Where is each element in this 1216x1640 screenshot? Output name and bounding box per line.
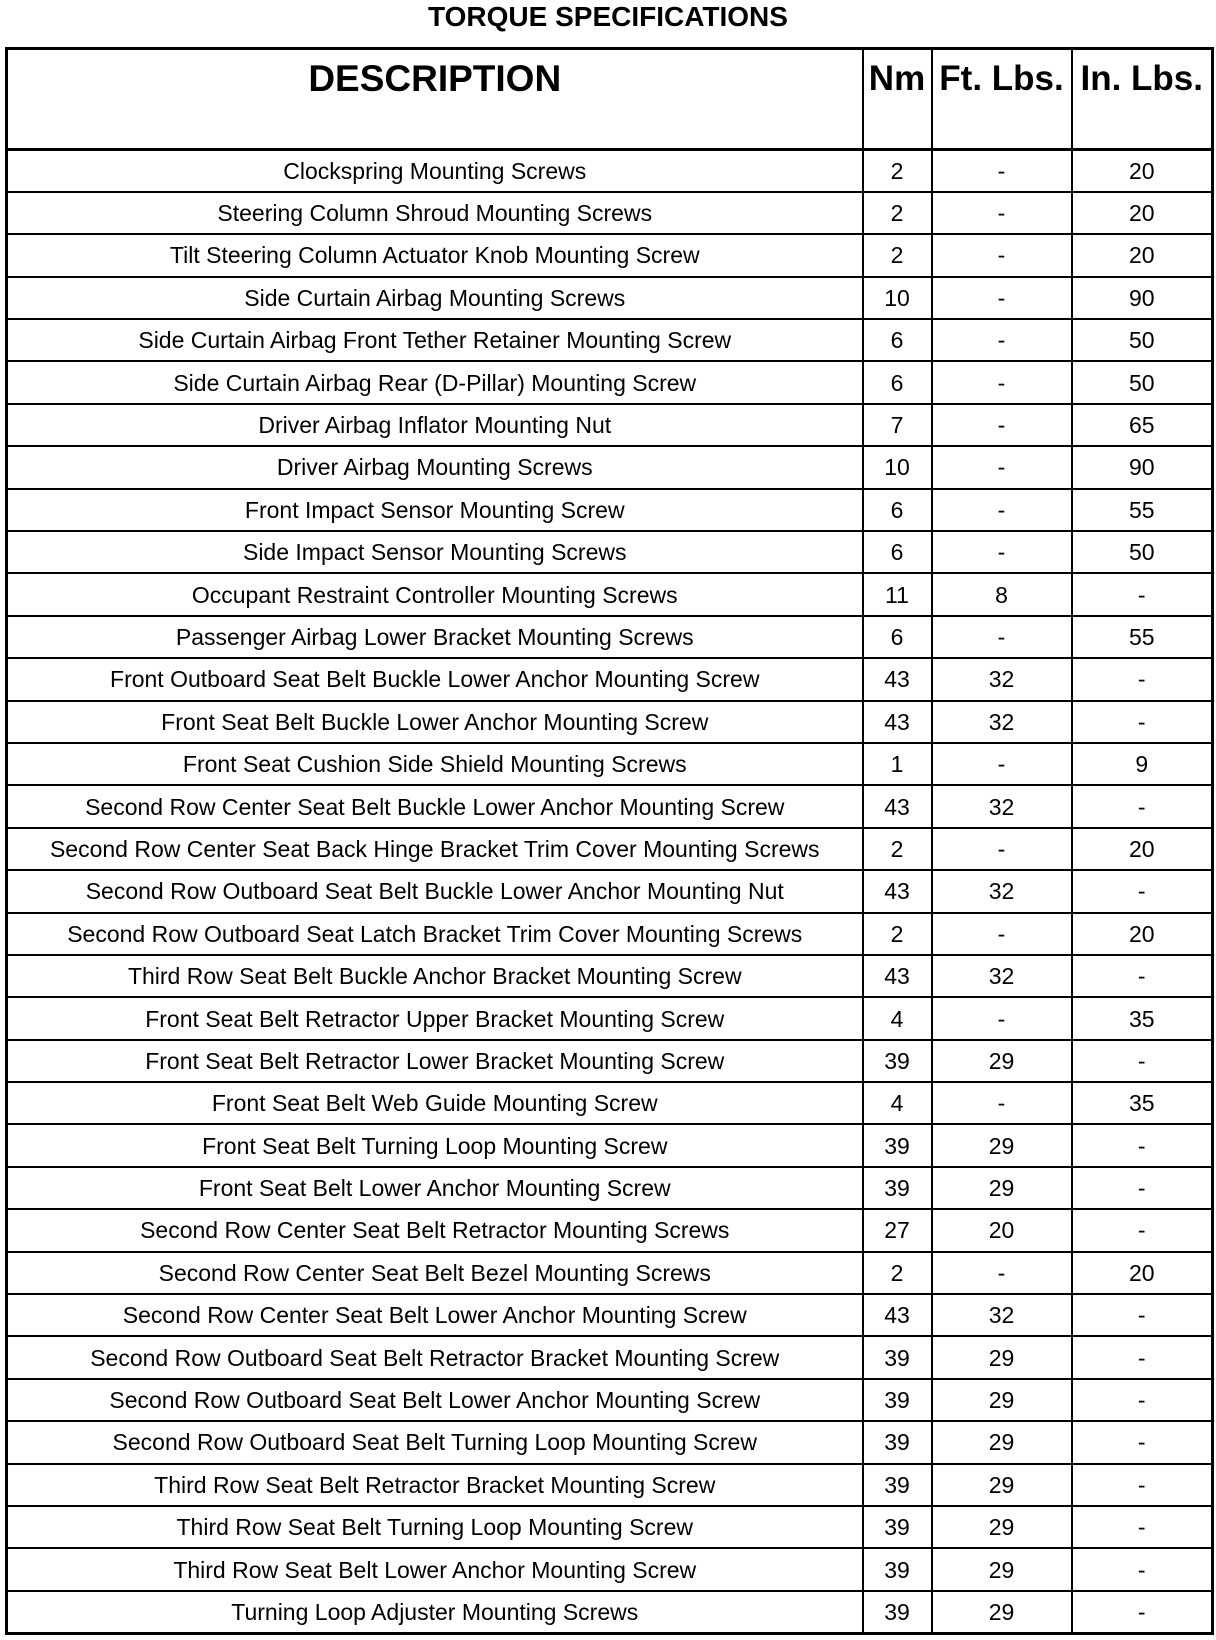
cell-in-lbs: -	[1072, 1464, 1213, 1506]
cell-nm: 4	[863, 1082, 932, 1124]
table-row	[7, 1464, 1213, 1506]
cell-ft-lbs: 32	[932, 658, 1072, 700]
cell-description: Front Seat Belt Buckle Lower Anchor Mounting Screw	[7, 701, 863, 743]
cell-description: Passenger Airbag Lower Bracket Mounting Screws	[7, 616, 863, 658]
cell-description: Front Seat Belt Lower Anchor Mounting Screw	[7, 1167, 863, 1209]
cell-ft-lbs: 29	[932, 1379, 1072, 1421]
cell-nm: 6	[863, 531, 932, 573]
cell-in-lbs: -	[1072, 1506, 1213, 1548]
cell-in-lbs: 35	[1072, 1082, 1213, 1124]
cell-ft-lbs: 29	[932, 1464, 1072, 1506]
cell-nm: 11	[863, 573, 932, 615]
table-row	[7, 1209, 1213, 1251]
cell-description: Occupant Restraint Controller Mounting Screws	[7, 573, 863, 615]
cell-description: Front Seat Cushion Side Shield Mounting Screws	[7, 743, 863, 785]
column-header-nm: Nm	[863, 49, 932, 150]
cell-description: Side Curtain Airbag Front Tether Retainer Mounting Screw	[7, 319, 863, 361]
cell-ft-lbs: -	[932, 828, 1072, 870]
cell-nm: 1	[863, 743, 932, 785]
cell-ft-lbs: -	[932, 446, 1072, 488]
cell-ft-lbs: 32	[932, 870, 1072, 912]
cell-description: Second Row Center Seat Belt Buckle Lower Anchor Mounting Screw	[7, 785, 863, 827]
cell-description: Driver Airbag Inflator Mounting Nut	[7, 404, 863, 446]
cell-description: Front Impact Sensor Mounting Screw	[7, 489, 863, 531]
cell-ft-lbs: -	[932, 277, 1072, 319]
cell-in-lbs: -	[1072, 1379, 1213, 1421]
cell-nm: 39	[863, 1040, 932, 1082]
cell-in-lbs: 90	[1072, 277, 1213, 319]
cell-ft-lbs: 29	[932, 1591, 1072, 1633]
cell-description: Third Row Seat Belt Retractor Bracket Mounting Screw	[7, 1464, 863, 1506]
cell-ft-lbs: -	[932, 361, 1072, 403]
cell-in-lbs: -	[1072, 1548, 1213, 1590]
table-row	[7, 828, 1213, 870]
column-header-description: DESCRIPTION	[7, 49, 863, 150]
cell-description: Third Row Seat Belt Lower Anchor Mounting Screw	[7, 1548, 863, 1590]
cell-description: Second Row Outboard Seat Belt Buckle Lower Anchor Mounting Nut	[7, 870, 863, 912]
cell-description: Front Seat Belt Retractor Lower Bracket Mounting Screw	[7, 1040, 863, 1082]
document-title: TORQUE SPECIFICATIONS	[428, 1, 788, 32]
cell-ft-lbs: 29	[932, 1167, 1072, 1209]
cell-ft-lbs: -	[932, 743, 1072, 785]
cell-nm: 39	[863, 1167, 932, 1209]
cell-ft-lbs: -	[932, 404, 1072, 446]
cell-description: Front Seat Belt Turning Loop Mounting Screw	[7, 1124, 863, 1166]
cell-in-lbs: -	[1072, 701, 1213, 743]
cell-in-lbs: 50	[1072, 361, 1213, 403]
cell-ft-lbs: -	[932, 319, 1072, 361]
cell-ft-lbs: 32	[932, 1294, 1072, 1336]
table-row	[7, 955, 1213, 997]
table-row	[7, 489, 1213, 531]
cell-nm: 43	[863, 785, 932, 827]
cell-in-lbs: 90	[1072, 446, 1213, 488]
cell-ft-lbs: -	[932, 1082, 1072, 1124]
table-row	[7, 1040, 1213, 1082]
cell-nm: 2	[863, 1252, 932, 1294]
table-row	[7, 192, 1213, 234]
torque-spec-table	[5, 47, 1214, 1635]
cell-ft-lbs: 32	[932, 701, 1072, 743]
cell-ft-lbs: -	[932, 913, 1072, 955]
cell-nm: 10	[863, 277, 932, 319]
cell-in-lbs: -	[1072, 573, 1213, 615]
cell-nm: 43	[863, 1294, 932, 1336]
cell-ft-lbs: 29	[932, 1548, 1072, 1590]
cell-in-lbs: 50	[1072, 531, 1213, 573]
cell-nm: 43	[863, 870, 932, 912]
cell-nm: 39	[863, 1124, 932, 1166]
table-row	[7, 234, 1213, 276]
cell-description: Second Row Outboard Seat Belt Retractor Bracket Mounting Screw	[7, 1336, 863, 1378]
cell-nm: 7	[863, 404, 932, 446]
cell-ft-lbs: 29	[932, 1124, 1072, 1166]
cell-in-lbs: -	[1072, 1209, 1213, 1251]
cell-in-lbs: 20	[1072, 192, 1213, 234]
cell-nm: 4	[863, 997, 932, 1039]
cell-in-lbs: -	[1072, 1167, 1213, 1209]
cell-ft-lbs: 29	[932, 1506, 1072, 1548]
table-row	[7, 1252, 1213, 1294]
cell-in-lbs: -	[1072, 785, 1213, 827]
cell-description: Clockspring Mounting Screws	[7, 150, 863, 192]
cell-nm: 6	[863, 361, 932, 403]
cell-nm: 2	[863, 192, 932, 234]
column-header-in-lbs: In. Lbs.	[1072, 49, 1213, 150]
cell-description: Side Curtain Airbag Mounting Screws	[7, 277, 863, 319]
cell-description: Third Row Seat Belt Turning Loop Mounting Screw	[7, 1506, 863, 1548]
cell-description: Second Row Outboard Seat Belt Lower Anchor Mounting Screw	[7, 1379, 863, 1421]
cell-ft-lbs: -	[932, 150, 1072, 192]
cell-nm: 2	[863, 234, 932, 276]
cell-in-lbs: -	[1072, 1294, 1213, 1336]
table-row	[7, 743, 1213, 785]
cell-ft-lbs: -	[932, 616, 1072, 658]
table-row	[7, 1591, 1213, 1633]
cell-in-lbs: 20	[1072, 913, 1213, 955]
cell-ft-lbs: -	[932, 192, 1072, 234]
table-row	[7, 150, 1213, 192]
table-row	[7, 997, 1213, 1039]
cell-ft-lbs: -	[932, 234, 1072, 276]
cell-in-lbs: 20	[1072, 234, 1213, 276]
cell-nm: 39	[863, 1464, 932, 1506]
table-row	[7, 913, 1213, 955]
cell-in-lbs: -	[1072, 1124, 1213, 1166]
table-header	[7, 49, 1213, 150]
cell-nm: 27	[863, 1209, 932, 1251]
cell-ft-lbs: -	[932, 489, 1072, 531]
cell-nm: 10	[863, 446, 932, 488]
cell-description: Tilt Steering Column Actuator Knob Mounting Screw	[7, 234, 863, 276]
cell-description: Second Row Outboard Seat Belt Turning Loop Mounting Screw	[7, 1421, 863, 1463]
cell-nm: 39	[863, 1421, 932, 1463]
cell-nm: 6	[863, 319, 932, 361]
cell-in-lbs: 50	[1072, 319, 1213, 361]
cell-nm: 2	[863, 828, 932, 870]
column-header-ft-lbs: Ft. Lbs.	[932, 49, 1072, 150]
table-row	[7, 1294, 1213, 1336]
table-row	[7, 870, 1213, 912]
cell-in-lbs: 55	[1072, 489, 1213, 531]
cell-ft-lbs: 32	[932, 785, 1072, 827]
cell-nm: 39	[863, 1548, 932, 1590]
table-row	[7, 1379, 1213, 1421]
cell-description: Second Row Outboard Seat Latch Bracket Trim Cover Mounting Screws	[7, 913, 863, 955]
cell-description: Front Seat Belt Web Guide Mounting Screw	[7, 1082, 863, 1124]
cell-nm: 2	[863, 913, 932, 955]
cell-nm: 6	[863, 616, 932, 658]
table-row	[7, 1421, 1213, 1463]
cell-in-lbs: 35	[1072, 997, 1213, 1039]
cell-nm: 6	[863, 489, 932, 531]
cell-nm: 43	[863, 701, 932, 743]
table-row	[7, 1167, 1213, 1209]
table-row	[7, 658, 1213, 700]
table-row	[7, 277, 1213, 319]
cell-nm: 43	[863, 658, 932, 700]
cell-in-lbs: 9	[1072, 743, 1213, 785]
cell-ft-lbs: 32	[932, 955, 1072, 997]
cell-nm: 39	[863, 1506, 932, 1548]
cell-ft-lbs: -	[932, 531, 1072, 573]
cell-in-lbs: 20	[1072, 1252, 1213, 1294]
cell-description: Second Row Center Seat Belt Bezel Mounting Screws	[7, 1252, 863, 1294]
table-row	[7, 531, 1213, 573]
cell-nm: 39	[863, 1379, 932, 1421]
table-row	[7, 319, 1213, 361]
cell-in-lbs: -	[1072, 955, 1213, 997]
table-row	[7, 701, 1213, 743]
cell-description: Side Curtain Airbag Rear (D-Pillar) Mounting Screw	[7, 361, 863, 403]
cell-description: Driver Airbag Mounting Screws	[7, 446, 863, 488]
cell-in-lbs: 55	[1072, 616, 1213, 658]
cell-description: Second Row Center Seat Back Hinge Bracket Trim Cover Mounting Screws	[7, 828, 863, 870]
table-row	[7, 1082, 1213, 1124]
table-row	[7, 1506, 1213, 1548]
table-row	[7, 1336, 1213, 1378]
cell-description: Front Outboard Seat Belt Buckle Lower Anchor Mounting Screw	[7, 658, 863, 700]
cell-description: Front Seat Belt Retractor Upper Bracket Mounting Screw	[7, 997, 863, 1039]
table-body	[7, 150, 1213, 1634]
cell-in-lbs: -	[1072, 870, 1213, 912]
cell-description: Third Row Seat Belt Buckle Anchor Bracket Mounting Screw	[7, 955, 863, 997]
cell-in-lbs: 20	[1072, 828, 1213, 870]
cell-ft-lbs: 20	[932, 1209, 1072, 1251]
table-row	[7, 573, 1213, 615]
cell-nm: 39	[863, 1591, 932, 1633]
cell-in-lbs: -	[1072, 1040, 1213, 1082]
header-row	[7, 49, 1213, 150]
cell-ft-lbs: 29	[932, 1421, 1072, 1463]
table-row	[7, 404, 1213, 446]
cell-in-lbs: -	[1072, 1336, 1213, 1378]
table-row	[7, 785, 1213, 827]
cell-ft-lbs: -	[932, 997, 1072, 1039]
cell-description: Second Row Center Seat Belt Lower Anchor Mounting Screw	[7, 1294, 863, 1336]
cell-in-lbs: 65	[1072, 404, 1213, 446]
cell-in-lbs: -	[1072, 658, 1213, 700]
cell-nm: 43	[863, 955, 932, 997]
table-row	[7, 616, 1213, 658]
cell-nm: 39	[863, 1336, 932, 1378]
cell-ft-lbs: 29	[932, 1336, 1072, 1378]
cell-in-lbs: -	[1072, 1591, 1213, 1633]
cell-description: Second Row Center Seat Belt Retractor Mounting Screws	[7, 1209, 863, 1251]
cell-description: Steering Column Shroud Mounting Screws	[7, 192, 863, 234]
table-row	[7, 446, 1213, 488]
cell-description: Turning Loop Adjuster Mounting Screws	[7, 1591, 863, 1633]
table-row	[7, 1548, 1213, 1590]
cell-ft-lbs: 29	[932, 1040, 1072, 1082]
cell-nm: 2	[863, 150, 932, 192]
table-row	[7, 361, 1213, 403]
cell-ft-lbs: 8	[932, 573, 1072, 615]
cell-in-lbs: 20	[1072, 150, 1213, 192]
cell-description: Side Impact Sensor Mounting Screws	[7, 531, 863, 573]
table-row	[7, 1124, 1213, 1166]
cell-in-lbs: -	[1072, 1421, 1213, 1463]
cell-ft-lbs: -	[932, 1252, 1072, 1294]
